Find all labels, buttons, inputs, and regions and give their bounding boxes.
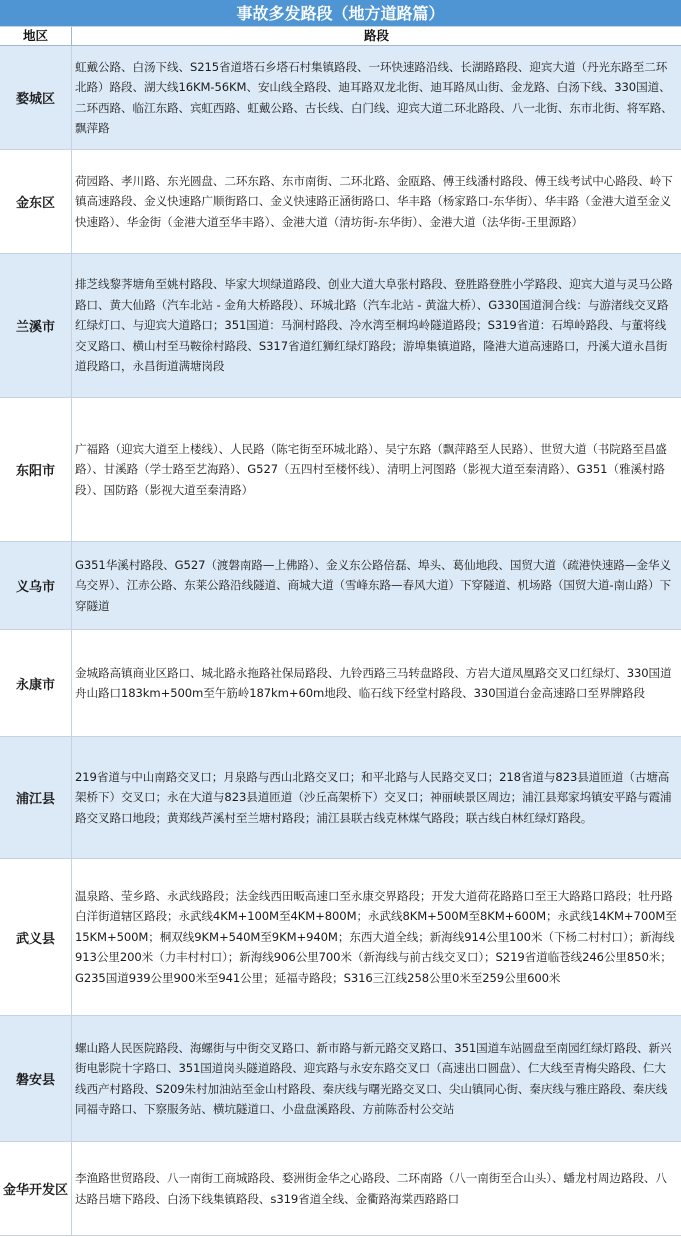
table-row xyxy=(0,859,681,1016)
header-row xyxy=(0,27,681,46)
region-cell: 义乌市 xyxy=(0,542,72,629)
table-row xyxy=(0,737,681,859)
region-cell: 武义县 xyxy=(0,859,72,1015)
roads-cell: 温泉路、莹乡路、永武线路段；法金线西田畈高速口至永康交界路段；开发大道荷花路路口至王大路路口路段；牡丹路白洋街道辖区路段；永武线4KM+100M至4KM+800M；永武线8KM+500M至8KM+600M；永武线14KM+700M至15KM+500M；桐双线9KM+540M至9KM+940M；东西大道全线；新海线914公里100米（下杨二村村口）；新海线913公里200米（力丰村村口）；新海线906公里700米（新海线与前古线交叉口）；S219省道临苍线246公里850米；G235国道939公里900米至941公里；延福寺路段；S316三江线258公里0米至259公里600米 xyxy=(75,888,677,985)
region-cell: 东阳市 xyxy=(0,398,72,541)
table-row xyxy=(0,150,681,254)
table-row xyxy=(0,46,681,150)
table-row xyxy=(0,1142,681,1236)
header-region: 地区 xyxy=(0,27,72,45)
table-row xyxy=(0,542,681,630)
roads-cell: 广福路（迎宾大道至上楼线）、人民路（陈宅街至环城北路）、吴宁东路（飘萍路至人民路）、世贸大道（书院路至昌盛路）、甘溪路（学士路至艺海路）、G527（五四村至楼怀线）、清明上河图路（影视大道至秦清路）、G351（雅溪村路段）、国防路（影视大道至秦清路） xyxy=(75,441,667,497)
table-row xyxy=(0,398,681,542)
region-cell: 金华开发区 xyxy=(0,1142,72,1235)
header-roads: 路段 xyxy=(363,28,389,43)
roads-cell: G351华溪村路段、G527（渡磐南路—上佛路）、金义东公路倍磊、埠头、葛仙地段、国贸大道（疏港快速路—金华义乌交界）、江赤公路、东莱公路沿线隧道、商城大道（雪峰东路—春风大道）下穿隧道、机场路（国贸大道-南山路）下穿隧道 xyxy=(75,557,671,613)
table-row xyxy=(0,1016,681,1142)
roads-cell: 螺山路人民医院路段、海螺街与中街交叉路口、新市路与新元路交叉路口、351国道车站圆盘至南园红绿灯路段、新兴街电影院十字路口、351国道岗头隧道路段、迎宾路与永安东路交叉口（高速出口圆盘）、仁大线至青梅尖路段、仁大线西产村路段、S209朱村加油站至金山村路段、秦庆线与曙光路交叉口、尖山镇同心街、秦庆线与雅庄路段、秦庆线同福寺路口、下察服务站、横坑隧道口、小盘盘溪路段、方前陈岙村公交站 xyxy=(75,1040,672,1116)
region-cell: 金东区 xyxy=(0,150,72,253)
region-cell: 永康市 xyxy=(0,630,72,736)
table-row xyxy=(0,630,681,737)
roads-cell: 李渔路世贸路段、八一南街工商城路段、婺洲街金华之心路段、二环南路（八一南街至合山头）、蟠龙村周边路段、八达路吕塘下路段、白汤下线集镇路段、s319省道全线、金衢路海棠西路路口 xyxy=(75,1171,667,1206)
region-cell: 浦江县 xyxy=(0,737,72,858)
region-cell: 婺城区 xyxy=(0,46,72,149)
roads-cell: 金城路高镇商业区路口、城北路永拖路社保局路段、九铃西路三马转盘路段、方岩大道凤凰路交叉口红绿灯、330国道舟山路口183km+500m至午筋岭187km+60m地段、临石线下经堂村路段、330国道台金高速路口至界牌路段 xyxy=(75,665,672,700)
roads-cell: 虹戴公路、白汤下线、S215省道塔石乡塔石村集镇路段、一环快速路沿线、长湖路路段、迎宾大道（丹光东路至二环北路）路段、湖大线16KM-56KM、安山线全路段、迪耳路双龙北街、迪耳路凤山街、金龙路、白汤下线、330国道、二环西路、临江东路、宾虹西路、虹戴公路、古长线、白门线、迎宾大道二环北路段、八一北街、东市北街、将军路、飘萍路 xyxy=(75,59,673,135)
roads-cell: 排芝线黎荠塘角至姚村路段、毕家大坝绿道路段、创业大道大阜张村路段、登胜路登胜小学路段、迎宾大道与灵马公路路口、黄大仙路（汽车北站 - 金角大桥路段）、环城北路（汽车北站 - 黄湓大桥）、G330国道洞合线：与游渚线交叉路红绿灯口、与迎宾大道路口；351国道：马涧村路段、冷水湾至桐坞岭隧道路段；S319省道：石埠岭路段、与董将线交叉路口、横山村至马鞍徐村路段、S317省道红狮红绿灯路段；游埠集镇道路，隆港大道高速路口，丹溪大道永昌街道段路口，永昌街道满塘岗段 xyxy=(75,277,673,374)
table-row xyxy=(0,254,681,398)
region-cell: 磐安县 xyxy=(0,1016,72,1141)
table-title: 事故多发路段（地方道路篇） xyxy=(0,0,681,27)
roads-cell: 219省道与中山南路交叉口；月泉路与西山北路交叉口；和平北路与人民路交叉口；218省道与823县道匝道（古塘高架桥下）交叉口；永在大道与823县道匝道（沙丘高架桥下）交叉口；神丽峡景区周边；浦江县郑家坞镇安平路与霞浦路交叉路口地段；黄郑线芦溪村至兰塘村路段；浦江县联古线克林煤气路段；联古线白林红绿灯路段。 xyxy=(75,769,672,825)
roads-cell: 荷园路、孝川路、东光圆盘、二环东路、东市南街、二环北路、金瓯路、傅王线潘村路段、傅王线考试中心路段、岭下镇高速路段、金义快速路广顺街路口、金义快速路正涵街路口、华丰路（杨家路口-东华街）、华丰路（金港大道至金义快速路）、华金街（金港大道至华丰路）、金港大道（清坊街-东华街）、金港大道（法华街-王里源路） xyxy=(75,173,673,229)
region-cell: 兰溪市 xyxy=(0,254,72,397)
